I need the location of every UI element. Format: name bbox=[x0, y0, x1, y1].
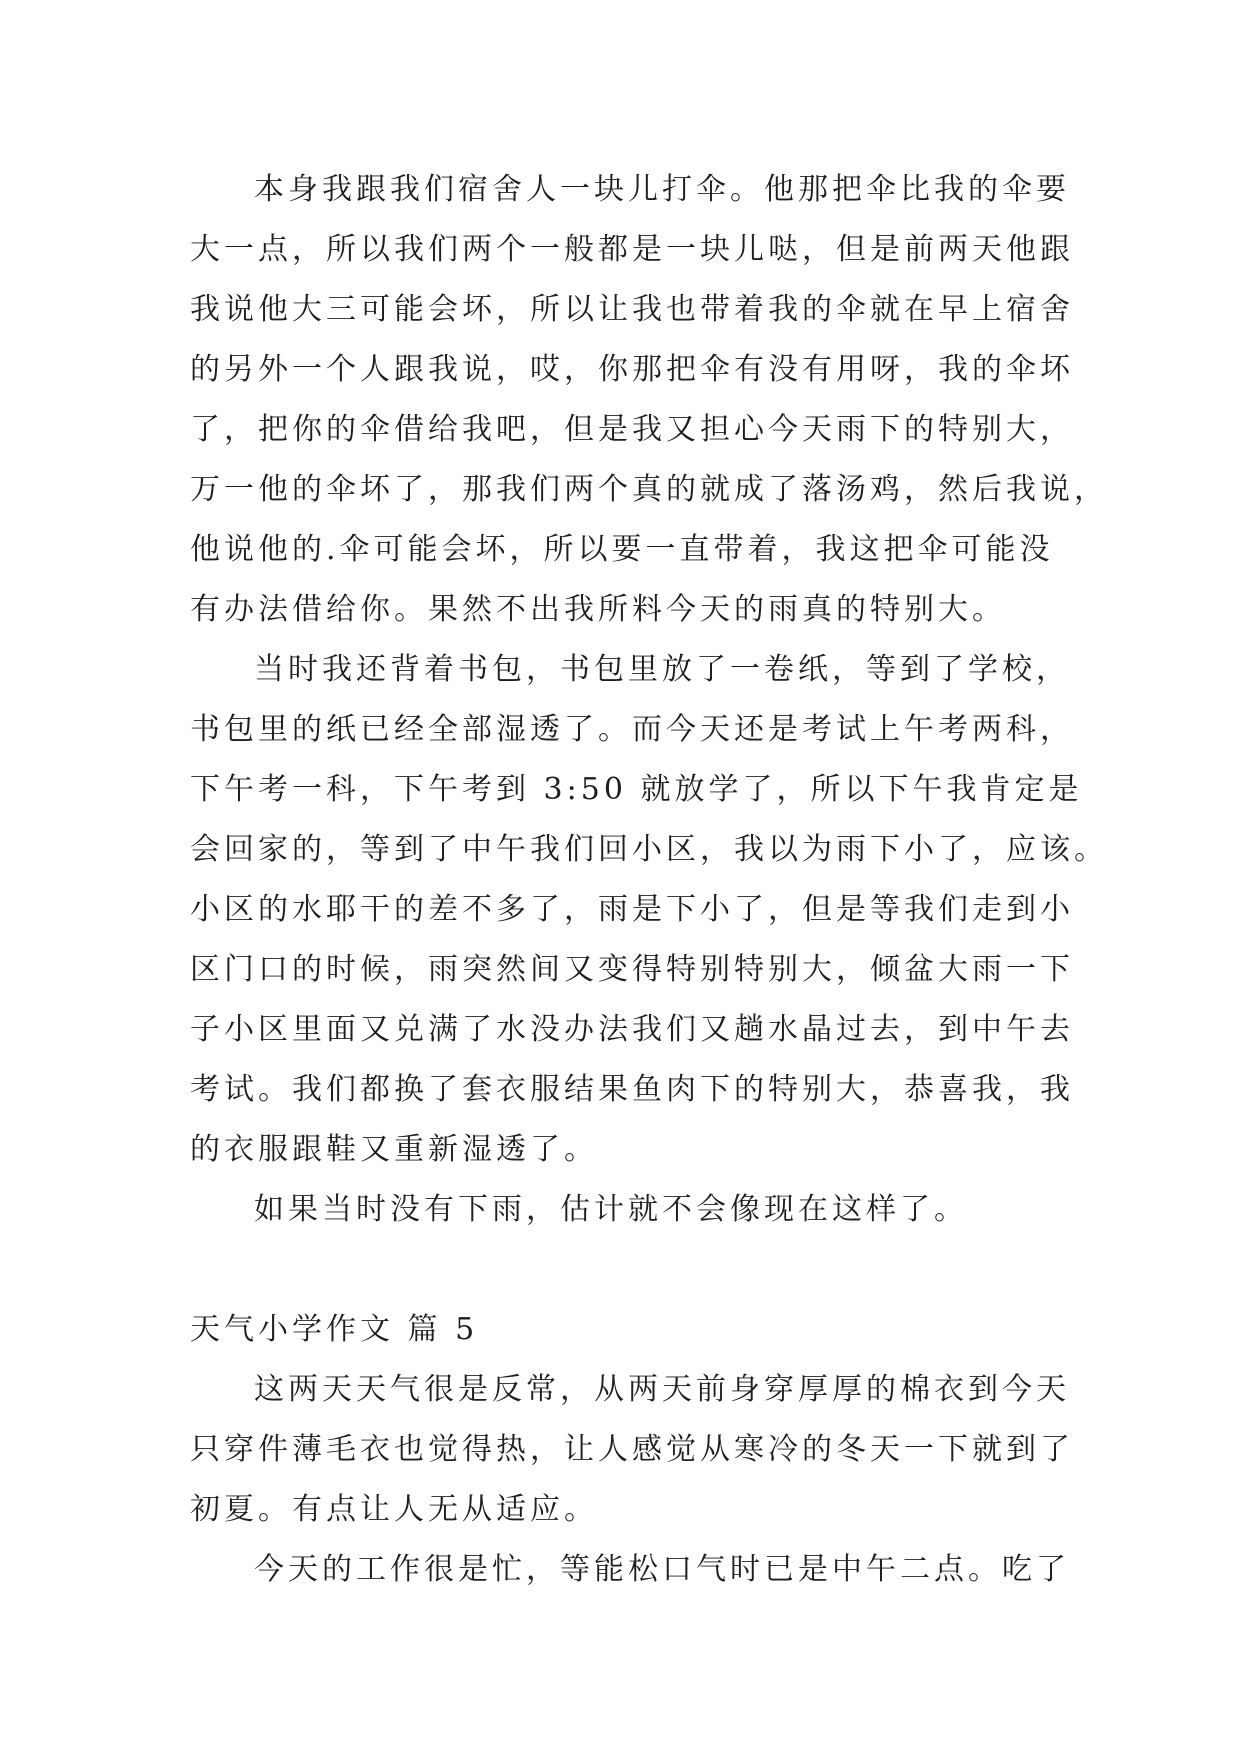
text-line: 只穿件薄毛衣也觉得热，让人感觉从寒冷的冬天一下就到了 bbox=[190, 1432, 1074, 1467]
text-line: 下午考一科，下午考到 3:50 就放学了，所以下午我肯定是 bbox=[190, 772, 1083, 807]
text-line: 考试。我们都换了套衣服结果鱼肉下的特别大，恭喜我，我 bbox=[190, 1072, 1074, 1107]
text-line: 大一点，所以我们两个一般都是一块儿哒，但是前两天他跟 bbox=[190, 232, 1074, 267]
paragraph bbox=[190, 160, 1108, 640]
text-line: 这两天天气很是反常，从两天前身穿厚厚的棉衣到今天 bbox=[254, 1372, 1070, 1407]
text-line: 万一他的伞坏了，那我们两个真的就成了落汤鸡，然后我说， bbox=[190, 472, 1108, 507]
paragraph bbox=[190, 1540, 1070, 1600]
document-body bbox=[190, 160, 1108, 1600]
text-line: 了，把你的伞借给我吧，但是我又担心今天雨下的特别大， bbox=[190, 412, 1074, 447]
text-line: 初夏。有点让人无从适应。 bbox=[190, 1492, 598, 1527]
text-line: 的衣服跟鞋又重新湿透了。 bbox=[190, 1132, 598, 1167]
text-line: 会回家的，等到了中午我们回小区，我以为雨下小了，应该。 bbox=[190, 832, 1108, 867]
text-line: 他说他的.伞可能会坏，所以要一直带着，我这把伞可能没 bbox=[190, 532, 1054, 567]
text-line: 小区的水耶干的差不多了，雨是下小了，但是等我们走到小 bbox=[190, 892, 1074, 927]
paragraph bbox=[190, 640, 1108, 1180]
paragraph bbox=[190, 1360, 1074, 1540]
text-line: 当时我还背着书包，书包里放了一卷纸，等到了学校， bbox=[254, 652, 1070, 687]
text-line: 子小区里面又兑满了水没办法我们又趟水晶过去，到中午去 bbox=[190, 1012, 1074, 1047]
text-line: 的另外一个人跟我说，哎，你那把伞有没有用呀，我的伞坏 bbox=[190, 352, 1074, 387]
text-line: 书包里的纸已经全部湿透了。而今天还是考试上午考两科， bbox=[190, 712, 1074, 747]
section-heading-container bbox=[190, 1300, 1056, 1360]
text-line: 如果当时没有下雨，估计就不会像现在这样了。 bbox=[254, 1192, 968, 1227]
paragraph bbox=[190, 1180, 1056, 1240]
text-line: 今天的工作很是忙，等能松口气时已是中午二点。吃了 bbox=[254, 1552, 1070, 1587]
text-line: 区门口的时候，雨突然间又变得特别特别大，倾盆大雨一下 bbox=[190, 952, 1074, 987]
text-line: 我说他大三可能会坏，所以让我也带着我的伞就在早上宿舍 bbox=[190, 292, 1074, 327]
text-line: 本身我跟我们宿舍人一块儿打伞。他那把伞比我的伞要 bbox=[254, 172, 1070, 207]
text-line: 有办法借给你。果然不出我所料今天的雨真的特别大。 bbox=[190, 592, 1006, 627]
section-heading: 天气小学作文 篇 5 bbox=[190, 1312, 479, 1347]
